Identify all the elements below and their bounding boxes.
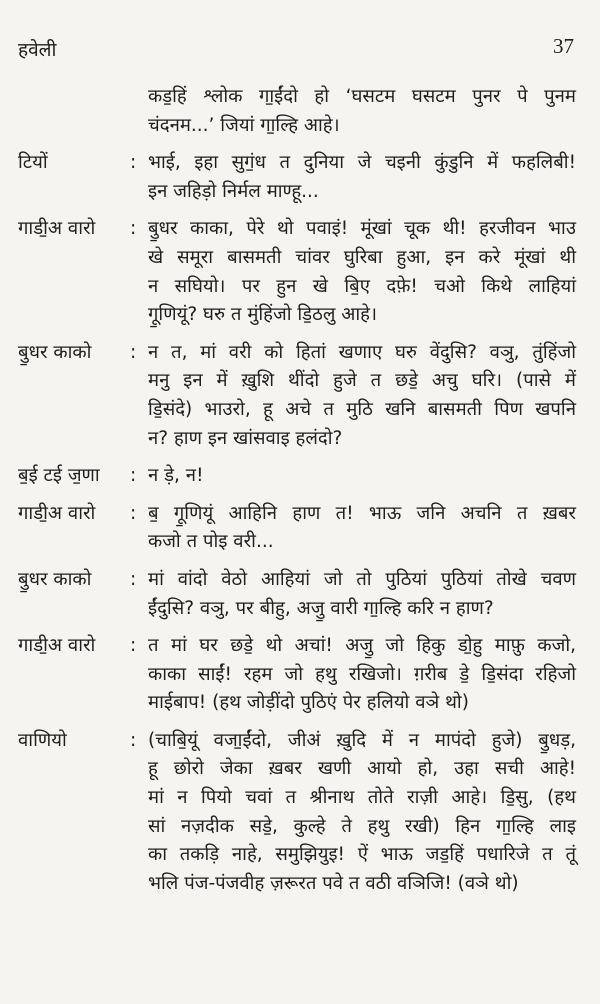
dialogue-block: [0, 727, 600, 899]
speech-text: [148, 500, 576, 557]
text-line: न सघियो। पर हुन खे बि॒ए दफ़े! चओ किथे लाहियां: [148, 275, 576, 297]
speaker-colon: :: [130, 152, 137, 174]
text-line: (चाबि॒यूं वजा॒ईंदो, जीअं ख़ुदि में न मापंदो हुजे) बु॒धड़,: [148, 729, 576, 751]
speech-text: [148, 632, 576, 718]
dialogue-block: [0, 566, 600, 623]
speaker-name: बु॒धर काको: [18, 341, 92, 363]
speaker-name: टियों: [18, 152, 48, 174]
speaker-name: गाडी॒अ वारो: [18, 218, 96, 240]
speaker-colon: [130, 83, 148, 140]
text-line: कड॒हिं श्लोक गा॒ईंदो हो ‘घसटम घसटम पुनर पे पुनम: [148, 86, 576, 107]
speaker-name: बु॒धर काको: [18, 568, 92, 590]
speaker-name: ब॒ई टई ज॒णा: [18, 465, 100, 487]
text-line: हू छोरो जेका ख़बर खणी आयो हो, उहा सची आहे!: [148, 758, 576, 780]
text-line: चंदनम...’ जियां गा॒ल्हि आहे।: [148, 114, 340, 136]
speech-text: [148, 215, 576, 329]
speaker-name: [0, 83, 130, 140]
dialogue-block: [0, 83, 600, 140]
dialogue-block: [0, 462, 600, 491]
text-line: ब॒ गू॒णियूं आहिनि हाण त! भाऊ जनि अचनि त ख़बर: [148, 502, 576, 524]
text-line: मां वांदो वेठो आहियां जो तो पुठियां पुठियां तोखे चवण: [148, 568, 576, 590]
dialogue-block: [0, 632, 600, 718]
speech-text: [148, 83, 576, 140]
speaker-colon: :: [130, 218, 137, 240]
text-line: मनु इन में ख़ुशि थींदो हुजे त छडे॒ अचु घरि। (पासे में: [148, 370, 576, 392]
text-line: बु॒धर काका, पेरे थो पवाइं! मूंखां चूक थी! हरजीवन भाउ: [148, 218, 576, 240]
speaker-name: वाणियो: [18, 729, 67, 751]
speaker-colon: :: [130, 502, 137, 524]
dialogue-block: [0, 339, 600, 453]
text-line: डि॒संदे) भाउरो, हू अचे त मुठि खनि बासमती पिण खपनि: [148, 398, 576, 420]
speaker-colon: :: [130, 341, 137, 363]
text-line: त मां घर छडे॒ थो अचां! अजु॒ जो हिकु डो॒हु माफ़ु कजो,: [148, 635, 576, 657]
text-line: का तकड़ि नाहे, समुझियुइ! ऐं भाऊ जड॒हिं पधारिजे त तूं: [148, 844, 576, 866]
text-line: माईबाप! (हथ जोड़ींदो पुठिएं पेर हलियो वञे थो): [148, 692, 469, 714]
running-header-title: हवेली: [18, 39, 57, 61]
speech-text: [148, 727, 576, 899]
text-line: ईंदुसि? वञु, पर बीहु, अजु॒ वारी गा॒ल्हि करि न हाण?: [148, 597, 494, 619]
dialogue-block: [0, 215, 600, 329]
text-line: खे समूरा बासमती चांवर घुरिबा हुआ, इन करे मूंखां थी: [148, 246, 576, 268]
text-line: कजो त पोइ वरी...: [148, 531, 274, 553]
speaker-colon: :: [130, 568, 137, 590]
speaker-name: गाडी॒अ वारो: [18, 502, 96, 524]
play-dialogue: [0, 83, 600, 907]
speaker-name: गाडी॒अ वारो: [18, 635, 96, 657]
page-number: 37: [553, 34, 574, 58]
speech-text: [148, 339, 576, 453]
text-line: न त, मां वरी को हितां खणाए घरु वेंदुसि? वञु, तुंहिंजो: [148, 341, 576, 363]
speaker-colon: :: [130, 729, 137, 751]
text-line: भलि पंज-पंजवीह ज़रूरत पवे त वठी वञिजि! (वञे थो): [148, 872, 519, 894]
text-line: न ड़े, न!: [148, 465, 204, 487]
text-line: मां न पियो चवां त श्रीनाथ तोते राज़ी आहे। डि॒सु, (हथ: [148, 787, 576, 809]
text-line: न? हाण इन खांसवाइ हलंदो?: [148, 427, 343, 449]
text-line: काका साईं! रहम जो हथु रखिजो। ग़रीब डे॒ डि॒संदा रहिजो: [148, 663, 576, 685]
speech-text: [148, 149, 576, 206]
text-line: इन जहिड़ो निर्मल माण्हू...: [148, 180, 319, 202]
text-line: सां नज़दीक सडे॒, कुल्हे ते हथु रखी) हिन गा॒ल्हि लाइ: [148, 815, 576, 837]
dialogue-block: [0, 500, 600, 557]
text-line: गू॒णियूं? घरु त मुंहिंजो डि॒ठलु आहे।: [148, 304, 377, 326]
speech-text: [148, 566, 576, 623]
dialogue-block: [0, 149, 600, 206]
speaker-colon: :: [130, 635, 137, 657]
speaker-colon: :: [130, 465, 137, 487]
text-line: भाई, इहा सुगं॒ध त दुनिया जे चइनी कुंडुनि में फहलिबी!: [148, 152, 576, 174]
speech-text: [148, 462, 576, 491]
